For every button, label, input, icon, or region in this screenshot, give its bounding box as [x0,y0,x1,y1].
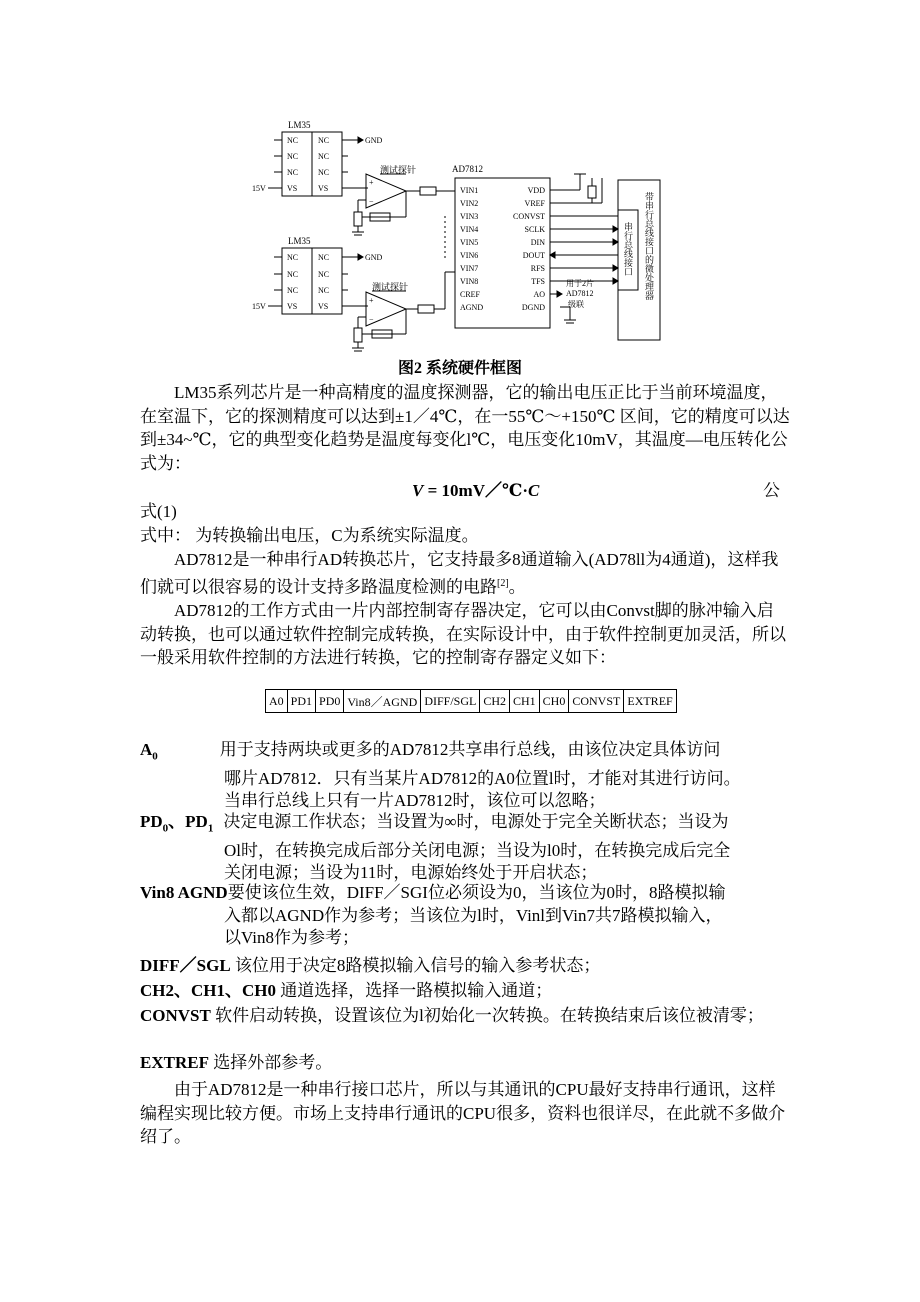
adc-pin: VIN5 [460,238,479,247]
lm35-top-gnd: GND [365,136,383,145]
adc-pin: VDD [527,186,545,195]
register-bit: CH1 [510,690,540,713]
cascade-note-2: AD7812 [566,289,594,298]
adc-pin: VIN7 [460,264,479,273]
adc-pin: VIN6 [460,251,479,260]
lm35-bottom-pin: VS [318,302,329,311]
register-bit: PD0 [316,690,344,713]
lm35-bottom-supply: 15V [252,302,266,311]
lm35-bottom-pin: NC [318,270,330,279]
def-term: EXTREF [140,1053,209,1072]
formula: V = 10mV／℃·C [412,481,540,500]
register-bit: CH0 [539,690,569,713]
adc-pin: RFS [530,264,545,273]
cascade-note-3: 级联 [568,300,584,309]
formula-line [140,476,790,500]
lm35-bottom-title: LM35 [288,236,311,246]
probe-label-top: 测试探针 [380,165,417,175]
adc-pin: AO [533,290,545,299]
adc-pin: VREF [524,199,545,208]
lm35-bottom-pin: NC [318,253,330,262]
lm35-top-supply: 15V [252,184,266,193]
lm35-bottom-pin: NC [287,253,299,262]
adc-title: AD7812 [452,164,483,174]
adc-pin: AGND [460,303,484,312]
adc-pin: VIN3 [460,212,479,221]
figure-caption: 图2 系统硬件框图 [397,360,522,377]
lm35-bottom-gnd: GND [365,253,383,262]
lm35-top-pin: NC [318,136,330,145]
def-term: $A_0$ [140,740,158,763]
lm35-bottom-pin: NC [287,286,299,295]
lm35-top-pin: NC [287,152,299,161]
serial-port-label: 串行总线接口 [623,222,633,276]
paragraph-lm35: LM35系列芯片是一种高精度的温度探测器，它的输出电压正比于当前环境温度，在室温下，它的探测精度可以达到±1／4℃，在一55℃～+150℃ 区间，它的精度可以达到±34~℃，它的典型变化趋势是温度每变化l℃，电压变化10mV，其温度—电压转化公式为： [140,383,790,473]
lm35-top-pin: NC [318,168,330,177]
def-pd: $PD_0$、$PD_1$ 决定电源工作状态；当设置为∞时，电源处于完全关断状态；当设为 Ol时，在转换完成后部分关闭电源；当设为l0时，在转换完成后完全 关闭电源；当设为11时，电源始终处于开启状态； [140,812,731,883]
def-term: $PD_0$、$PD_1$ [140,812,214,835]
lm35-top-pin: NC [287,168,299,177]
lm35-top-title: LM35 [288,120,311,130]
adc-pin: CONVST [512,212,545,221]
svg-text:+: + [369,178,374,187]
adc-pin: VIN4 [460,225,479,234]
def-diff: DIFF／SGL 该位用于决定8路模拟输入信号的输入参考状态； [140,956,601,975]
lm35-bottom-pin: NC [318,286,330,295]
lm35-top-pin: NC [287,136,299,145]
adc-pin: VIN8 [460,277,479,286]
adc-pin: VIN1 [460,186,479,195]
cascade-note-1: 用于2片 [566,279,594,288]
lm35-top-pin: VS [287,184,298,193]
register-bit: CONVST [569,690,624,713]
svg-text:+: + [369,296,374,305]
svg-text:−: − [369,197,374,206]
def-term: CONVST [140,1006,211,1025]
adc-pin: SCLK [524,225,545,234]
svg-text:−: − [369,315,374,324]
paragraph-cpu: 由于AD7812是一种串行接口芯片，所以与其通讯的CPU最好支持串行通讯，这样编程实现比较方便。市场上支持串行通讯的CPU很多，资料也很详尽，在此就不多做介绍了。 [140,1080,786,1146]
lm35-bottom-pin: NC [287,270,299,279]
lm35-bottom-pin: VS [287,302,298,311]
adc-pin: DOUT [522,251,545,260]
adc-pin: VIN2 [460,199,479,208]
register-bit: A0 [266,690,288,713]
paragraph-control: AD7812的工作方式由一片内部控制寄存器决定，它可以由Convst脚的脉冲输入启动转换，也可以通过软件控制完成转换，在实际设计中，由于软件控制更加灵活，所以一般采用软件控制的方法进行转换，它的控制寄存器定义如下： [140,601,786,667]
paragraph-ad7812: AD7812是一种串行AD转换芯片，它支持最多8通道输入(AD78ll为4通道)，这样我们就可以很容易的设计支持多路温度检测的电路[2]。 [140,550,779,597]
register-bit: PD1 [287,690,315,713]
adc-pin: DGND [521,303,545,312]
def-extref: EXTREF 选择外部参考。 [140,1053,333,1072]
mcu-label: 带串行总线接口的微处理器 [644,192,654,300]
control-register-table [265,689,677,713]
register-bit: Vin8／AGND [344,690,421,713]
formula-label-cont: 式(1) [140,502,177,521]
adc-pin: TFS [531,277,545,286]
paragraph-where: 式中： 为转换输出电压，C为系统实际温度。 [140,526,479,545]
def-a0: $A_0$ 用于支持两块或更多的AD7812共享串行总线，由该位决定具体访问 哪片AD7812．只有当某片AD7812的A0位置l时，才能对其进行访问。 当串行总线上只有一片AD7812时，该位可以忽略； [140,740,741,811]
def-term: CH2、CH1、CH0 [140,981,276,1000]
probe-label-bottom: 测试探针 [372,282,409,292]
adc-pin: DIN [530,238,545,247]
def-vin8: Vin8 AGND要使该位生效，DIFF／SGI位必须设为0，当该位为0时，8路模拟输 入都以AGND作为参考；当该位为l时，Vinl到Vin7共7路模拟输入， 以Vin8作为参考； [140,883,726,947]
def-term: DIFF／SGL [140,956,231,975]
lm35-top-pin: NC [318,152,330,161]
def-term: Vin8 AGND [140,883,228,902]
register-bit: CH2 [480,690,510,713]
formula-label: 公 [763,481,780,500]
def-convst: CONVST 软件启动转换，设置该位为l初始化一次转换。在转换结束后该位被清零； [140,1006,764,1025]
register-bit: EXTREF [624,690,676,713]
register-bit: DIFF/SGL [421,690,480,713]
adc-pin: CREF [460,290,481,299]
def-ch: CH2、CH1、CH0 通道选择，选择一路模拟输入通道； [140,981,553,1000]
hardware-block-diagram [230,112,680,357]
lm35-top-pin: VS [318,184,329,193]
